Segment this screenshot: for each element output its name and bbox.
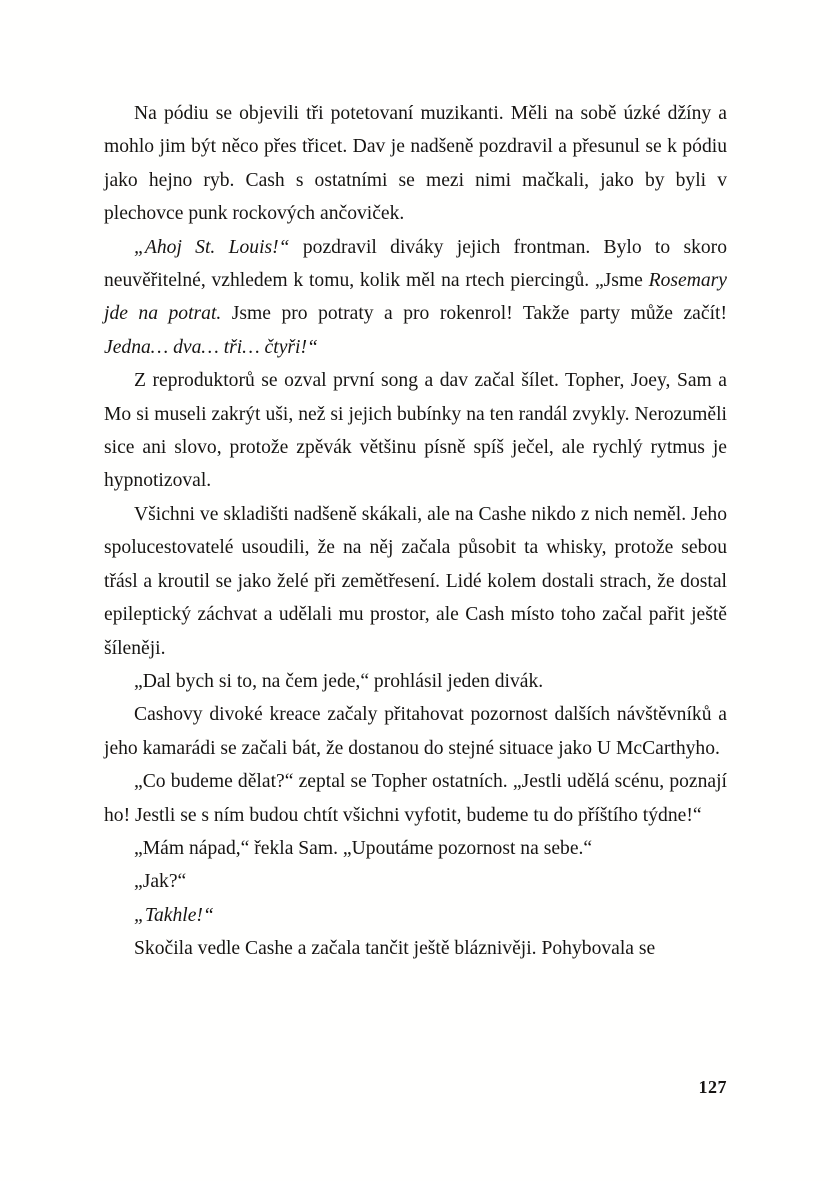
- text-run: „Mám nápad,“ řekla Sam. „Upoutáme pozornost na sebe.“: [134, 837, 593, 859]
- text-run: „Dal bych si to, na čem jede,“ prohlásil jeden divák.: [134, 670, 544, 692]
- text-run: pozdravil diváky jejich frontman. Bylo to skoro neuvěřitelné, vzhledem k tomu, kolik měl na rtech piercingů. „Jsme: [104, 236, 727, 292]
- italic-text-run: Jedna… dva… tři… čtyři!“: [104, 336, 318, 358]
- text-run: Všichni ve skladišti nadšeně skákali, ale na Cashe nikdo z nich neměl. Jeho spolucestovatelé usoudili, že na něj začala působit ta whisky, protože sebou třásl a kroutil se jako želé při zemětřesení. Lidé kolem dostali strach, že dostal epileptický záchvat a udělali mu prostor, ale Cash místo toho začal pařit ještě šíleněji.: [104, 503, 727, 659]
- page-text: [104, 97, 727, 966]
- italic-text-run: „Ahoj St. Louis!“: [134, 236, 290, 258]
- text-run: Cashovy divoké kreace začaly přitahovat pozornost dalších návštěvníků a jeho kamarádi se začali bát, že dostanou do stejné situace jako U McCarthyho.: [104, 704, 727, 759]
- paragraph: [104, 97, 727, 231]
- paragraph: [104, 698, 727, 765]
- page-number: 127: [698, 1077, 727, 1097]
- text-run: Z reproduktorů se ozval první song a dav začal šílet. Topher, Joey, Sam a Mo si museli zakrýt uši, než si jejich bubínky na ten randál zvykly. Nerozuměli sice ani slovo, protože zpěvák většinu písně spíš ječel, ale rychlý rytmus je hypnotizoval.: [104, 370, 727, 492]
- paragraph: [104, 899, 727, 932]
- paragraph: [104, 865, 727, 898]
- text-run: Jsme pro potraty a pro rokenrol! Takže party může začít!: [221, 303, 727, 325]
- paragraph: [104, 765, 727, 832]
- text-run: Na pódiu se objevili tři potetovaní muzikanti. Měli na sobě úzké džíny a mohlo jim být něco přes třicet. Dav je nadšeně pozdravil a přesunul se k pódiu jako hejno ryb. Cash s ostatními se mezi nimi mačkali, jako by byli v plechovce punk rockových ančoviček.: [104, 103, 727, 225]
- paragraph: [104, 364, 727, 498]
- italic-text-run: Rosemary jde na potrat.: [104, 270, 727, 325]
- paragraph: [104, 832, 727, 865]
- italic-text-run: „Takhle!“: [134, 904, 214, 926]
- paragraph: [104, 231, 727, 365]
- paragraph: [104, 665, 727, 698]
- text-run: „Jak?“: [134, 871, 187, 893]
- text-run: „Co budeme dělat?“ zeptal se Topher ostatních. „Jestli udělá scénu, poznají ho! Jestli se s ním budou chtít všichni vyfotit, budeme tu do příštího týdne!“: [104, 771, 727, 826]
- paragraph: [104, 498, 727, 665]
- text-run: Skočila vedle Cashe a začala tančit ještě bláznivěji. Pohybovala se: [134, 938, 656, 960]
- paragraph: [104, 932, 727, 965]
